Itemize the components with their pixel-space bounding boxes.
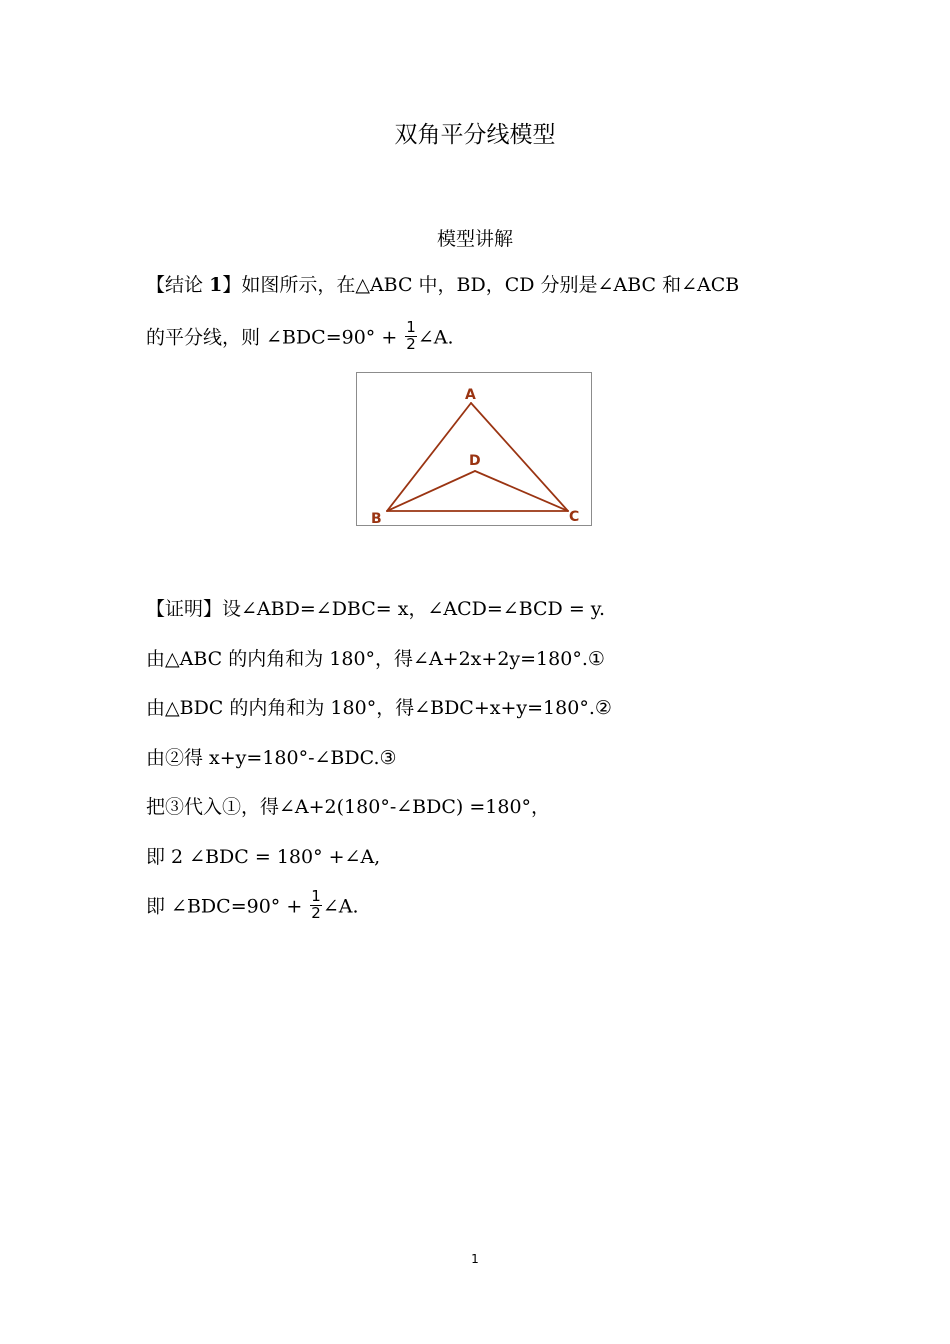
segment-cd: [475, 471, 568, 511]
proof-line-7: [146, 887, 359, 924]
side-ab: [387, 403, 471, 511]
proof-line-1: [146, 600, 605, 619]
conclusion-bracket-open: 【: [146, 274, 166, 296]
proof-line-4: 由②得 x+y=180°-∠BDC.③: [146, 747, 397, 769]
proof-line-5: 把③代入①，得∠A+2(180°-∠BDC) =180°，: [146, 796, 551, 818]
proof-line-2: 由△ABC 的内角和为 180°，得∠A+2x+2y=180°.①: [146, 648, 605, 670]
conclusion-line-1: [146, 276, 739, 295]
vertex-label-a: A: [465, 387, 476, 403]
conclusion-number: 1: [209, 274, 223, 296]
fraction-numerator: 1: [311, 887, 321, 905]
proof-text-7: 即 ∠BDC=90° +: [146, 895, 309, 918]
conclusion-text-1: 如图所示，在△ABC 中，BD，CD 分别是∠ABC 和∠ACB: [241, 274, 740, 296]
conclusion-line-2: [146, 318, 454, 355]
vertex-label-c: C: [569, 509, 580, 525]
page-title: 双角平分线模型: [394, 122, 556, 148]
conclusion-text-3: ∠A.: [417, 326, 454, 349]
fraction-numerator: 1: [406, 318, 416, 336]
vertex-label-b: B: [371, 511, 382, 525]
proof-text-1: 设∠ABD=∠DBC= x，∠ACD=∠BCD = y.: [222, 598, 606, 620]
page-number: 1: [471, 1252, 479, 1266]
segment-bd: [387, 471, 475, 511]
proof-line-6: 即 2 ∠BDC = 180° +∠A,: [146, 846, 381, 868]
proof-line-3: 由△BDC 的内角和为 180°，得∠BDC+x+y=180°.②: [146, 697, 612, 719]
conclusion-bracket-close: 】: [222, 274, 242, 296]
fraction-denominator: 2: [311, 903, 321, 922]
section-heading: 模型讲解: [436, 228, 513, 250]
conclusion-label: 结论: [165, 274, 204, 296]
proof-text-8: ∠A.: [322, 895, 359, 918]
vertex-label-d: D: [469, 453, 481, 469]
triangle-figure: [356, 372, 592, 526]
fraction-one-half: [405, 320, 417, 353]
triangle-diagram: [357, 373, 591, 525]
fraction-one-half-proof: [310, 889, 322, 922]
side-ac: [471, 403, 568, 511]
fraction-denominator: 2: [406, 334, 416, 353]
proof-label: 【证明】: [146, 598, 223, 620]
conclusion-text-2: 的平分线，则 ∠BDC=90° +: [146, 326, 404, 349]
